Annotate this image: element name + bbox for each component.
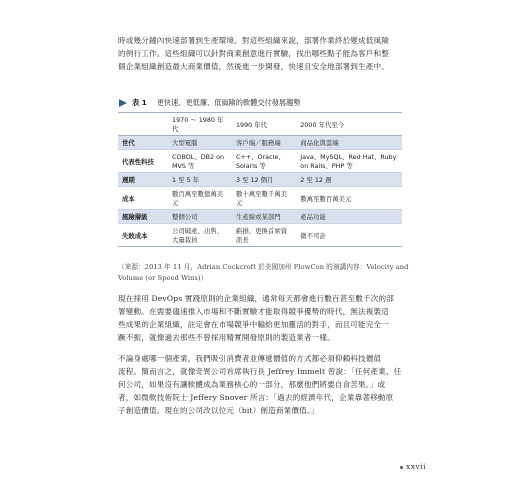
table-cell: COBOL、DB2 on MVS 等 (168, 150, 232, 173)
row-label: 週期 (118, 173, 168, 187)
bullet-dot-icon (400, 466, 403, 469)
text-line: 何公司，如果沒有讓軟體成為業務核心的一部分，那麼他們將要自食苦果。」或 (118, 380, 386, 389)
row-label: 成本 (118, 187, 168, 210)
header-cell: 2000 年代至今 (296, 113, 402, 136)
table-cell: 1 至 5 年 (168, 173, 232, 187)
table-header-row (118, 113, 402, 136)
page-number-text: xxvii (406, 462, 426, 471)
table-cell: 客戶端／服務端 (232, 136, 296, 150)
row-label: 風險層級 (118, 210, 168, 224)
table-cell: 公司破產、出售、大量裁員 (168, 224, 232, 247)
text-line: 子創造價值。現在的公司改以位元（bit）創造商業價值。」 (118, 406, 319, 415)
table-row (118, 150, 402, 173)
row-label: 代表性科技 (118, 150, 168, 173)
quote-paragraph (118, 352, 402, 417)
table-row (118, 173, 402, 187)
text-line: 署變動。在需要儘速推入市場和不斷實驗才能取得競爭優勢的時代，無法複製這 (118, 307, 390, 316)
table-cell: 生產線或某部門 (232, 210, 296, 224)
header-cell: 1970 ～ 1980 年代 (168, 113, 232, 136)
table-cell: Java、MySQL、Red Hat、Ruby on Rails、PHP 等 (296, 150, 402, 173)
text-line: 流程。簡而言之，就像奇異公司首席執行長 Jeffrey Immelt 曾說：「任何產業、任 (118, 367, 402, 376)
page-number (400, 462, 426, 471)
row-label: 世代 (118, 136, 168, 150)
table-source-note (118, 262, 408, 284)
text-line: 的例行工作。這些組織可以針對商業創意進行實驗，找出哪些點子能為客戶和整 (118, 49, 390, 58)
text-line: （來源：2013 年 11 月，Adrian Cockcroft 於美國加州 FlowCon 的演講內容：Velocity and (118, 263, 409, 271)
table-number: 表 1 (132, 98, 147, 107)
table-cell: 虧損、更換首席資訊長 (232, 224, 296, 247)
table-row (118, 224, 402, 247)
table-cell: 數萬至數百萬美元 (296, 187, 402, 210)
text-line: 時或幾分鐘內快速部署到生產環境。對這些組織來說，部署作業終於變成低風險 (118, 36, 390, 45)
table-cell: 整個公司 (168, 210, 232, 224)
text-line: Volume (or Speed Wins)） (118, 274, 208, 282)
text-line: 現在採用 DevOps 實踐原則的企業組織，通常每天都會進行數百甚至數千次的部 (118, 294, 394, 303)
text-line: 些成果的企業組織，註定會在市場競爭中輸給更加靈活的對手，而且可能完全一 (118, 320, 390, 329)
text-line: 個企業組織創造最大商業價值，然後進一步開發，快速且安全地部署到生產中。 (118, 62, 390, 71)
table-cell: 微不可計 (296, 224, 402, 247)
table-title: 更快速、更低廉、低風險的軟體交付發展趨勢 (156, 98, 301, 107)
header-cell (118, 113, 168, 136)
text-line: 者，如微軟技術院士 Jeffery Snover 所言：「過去的經濟年代，企業靠著移動原 (118, 393, 394, 402)
table-row (118, 187, 402, 210)
table-row (118, 136, 402, 150)
table-caption (118, 98, 402, 108)
table-cell: 大型電腦 (168, 136, 232, 150)
table-cell: 數百萬至數億萬美元 (168, 187, 232, 210)
table-cell: 2 至 12 週 (296, 173, 402, 187)
table-row (118, 210, 402, 224)
comparison-table (118, 112, 402, 247)
triangle-play-icon (118, 98, 128, 108)
table-cell: 數十萬至數千萬美元 (232, 187, 296, 210)
row-label: 失敗成本 (118, 224, 168, 247)
text-line: 蹶不振，就像過去那些不曾採用精實開發原則的製造業者一樣。 (118, 333, 335, 342)
intro-paragraph (118, 34, 402, 73)
table-cell: 產品功能 (296, 210, 402, 224)
devops-paragraph (118, 292, 402, 344)
table-cell: 商品化與雲端 (296, 136, 402, 150)
table-cell: C++、Oracle、Solaris 等 (232, 150, 296, 173)
header-cell: 1990 年代 (232, 113, 296, 136)
table-cell: 3 至 12 個月 (232, 173, 296, 187)
text-line: 不論身處哪一個產業，我們吸引消費者並傳遞價值的方式都必須仰賴科技價值 (118, 354, 382, 363)
